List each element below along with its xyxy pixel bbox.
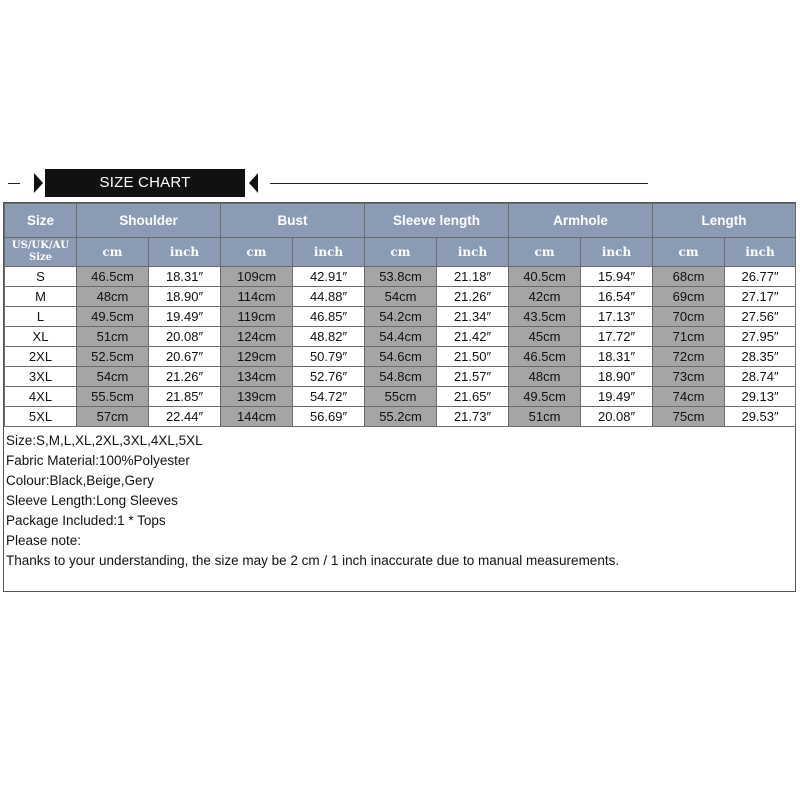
cm-cell: 54cm [77, 367, 149, 387]
inch-cell: 21.57″ [437, 367, 509, 387]
header-row-units [5, 238, 796, 267]
cm-cell: 48cm [509, 367, 581, 387]
cm-cell: 48cm [77, 287, 149, 307]
inch-cell: 27.95″ [725, 327, 796, 347]
unit-cm: cm [365, 238, 437, 267]
inch-cell: 15.94″ [581, 267, 653, 287]
inch-cell: 21.73″ [437, 407, 509, 427]
inch-cell: 19.49″ [581, 387, 653, 407]
cm-cell: 114cm [221, 287, 293, 307]
table-row [5, 407, 796, 427]
inch-cell: 22.44″ [149, 407, 221, 427]
note-line: Please note: [6, 533, 82, 548]
cm-cell: 46.5cm [509, 347, 581, 367]
header-row-groups [5, 204, 796, 238]
header-bust: Bust [221, 204, 365, 238]
unit-inch: inch [437, 238, 509, 267]
inch-cell: 19.49″ [149, 307, 221, 327]
size-cell: L [5, 307, 77, 327]
inch-cell: 56.69″ [293, 407, 365, 427]
inch-cell: 29.53″ [725, 407, 796, 427]
size-cell: 4XL [5, 387, 77, 407]
cm-cell: 55.2cm [365, 407, 437, 427]
cm-cell: 49.5cm [77, 307, 149, 327]
inch-cell: 48.82″ [293, 327, 365, 347]
cm-cell: 54.4cm [365, 327, 437, 347]
cm-cell: 42cm [509, 287, 581, 307]
cm-cell: 129cm [221, 347, 293, 367]
note-line: Size:S,M,L,XL,2XL,3XL,4XL,5XL [6, 433, 203, 448]
cm-cell: 43.5cm [509, 307, 581, 327]
inch-cell: 20.08″ [149, 327, 221, 347]
cm-cell: 73cm [653, 367, 725, 387]
inch-cell: 18.31″ [149, 267, 221, 287]
unit-cm: cm [221, 238, 293, 267]
unit-inch: inch [149, 238, 221, 267]
unit-inch: inch [581, 238, 653, 267]
cm-cell: 74cm [653, 387, 725, 407]
header-length: Length [653, 204, 796, 238]
size-cell: 5XL [5, 407, 77, 427]
cm-cell: 134cm [221, 367, 293, 387]
cm-cell: 68cm [653, 267, 725, 287]
banner-arrow-right-icon [249, 173, 258, 193]
banner-arrow-left-icon [34, 173, 43, 193]
cm-cell: 69cm [653, 287, 725, 307]
cm-cell: 119cm [221, 307, 293, 327]
header-size: Size [5, 204, 77, 238]
inch-cell: 18.90″ [581, 367, 653, 387]
inch-cell: 21.85″ [149, 387, 221, 407]
banner-title: SIZE CHART [45, 169, 245, 197]
cm-cell: 54.8cm [365, 367, 437, 387]
size-cell: 2XL [5, 347, 77, 367]
product-notes [6, 431, 786, 571]
inch-cell: 21.26″ [437, 287, 509, 307]
cm-cell: 139cm [221, 387, 293, 407]
unit-cm: cm [77, 238, 149, 267]
unit-cm: cm [509, 238, 581, 267]
note-line: Colour:Black,Beige,Gery [6, 473, 154, 488]
inch-cell: 28.35″ [725, 347, 796, 367]
size-cell: S [5, 267, 77, 287]
cm-cell: 72cm [653, 347, 725, 367]
inch-cell: 29.13″ [725, 387, 796, 407]
note-line: Thanks to your understanding, the size may be 2 cm / 1 inch inaccurate due to manual measurements. [6, 553, 620, 568]
inch-cell: 17.72″ [581, 327, 653, 347]
inch-cell: 27.17″ [725, 287, 796, 307]
cm-cell: 53.8cm [365, 267, 437, 287]
cm-cell: 54.2cm [365, 307, 437, 327]
unit-inch: inch [293, 238, 365, 267]
cm-cell: 124cm [221, 327, 293, 347]
inch-cell: 44.88″ [293, 287, 365, 307]
cm-cell: 51cm [509, 407, 581, 427]
table-row [5, 367, 796, 387]
cm-cell: 40.5cm [509, 267, 581, 287]
cm-cell: 45cm [509, 327, 581, 347]
table-row [5, 387, 796, 407]
cm-cell: 57cm [77, 407, 149, 427]
header-sleeve-length: Sleeve length [365, 204, 509, 238]
note-line: Package Included:1 * Tops [6, 513, 166, 528]
inch-cell: 20.08″ [581, 407, 653, 427]
inch-cell: 50.79″ [293, 347, 365, 367]
inch-cell: 16.54″ [581, 287, 653, 307]
inch-cell: 52.76″ [293, 367, 365, 387]
inch-cell: 18.90″ [149, 287, 221, 307]
region-line-1: US/UK/AU [11, 240, 70, 251]
header-shoulder: Shoulder [77, 204, 221, 238]
table-row [5, 307, 796, 327]
banner-rule-left [8, 183, 20, 184]
note-line: Fabric Material:100%Polyester [6, 453, 190, 468]
inch-cell: 54.72″ [293, 387, 365, 407]
inch-cell: 28.74″ [725, 367, 796, 387]
inch-cell: 21.50″ [437, 347, 509, 367]
size-cell: M [5, 287, 77, 307]
inch-cell: 42.91″ [293, 267, 365, 287]
header-region-size [5, 238, 77, 267]
inch-cell: 26.77″ [725, 267, 796, 287]
cm-cell: 70cm [653, 307, 725, 327]
inch-cell: 17.13″ [581, 307, 653, 327]
inch-cell: 27.56″ [725, 307, 796, 327]
cm-cell: 55.5cm [77, 387, 149, 407]
cm-cell: 144cm [221, 407, 293, 427]
unit-cm: cm [653, 238, 725, 267]
inch-cell: 21.34″ [437, 307, 509, 327]
size-chart-banner [0, 169, 800, 199]
inch-cell: 18.31″ [581, 347, 653, 367]
table-row [5, 327, 796, 347]
cm-cell: 52.5cm [77, 347, 149, 367]
cm-cell: 75cm [653, 407, 725, 427]
header-armhole: Armhole [509, 204, 653, 238]
table-row [5, 347, 796, 367]
cm-cell: 46.5cm [77, 267, 149, 287]
inch-cell: 21.65″ [437, 387, 509, 407]
inch-cell: 21.26″ [149, 367, 221, 387]
inch-cell: 46.85″ [293, 307, 365, 327]
cm-cell: 54.6cm [365, 347, 437, 367]
note-line: Sleeve Length:Long Sleeves [6, 493, 178, 508]
inch-cell: 21.42″ [437, 327, 509, 347]
inch-cell: 20.67″ [149, 347, 221, 367]
size-cell: 3XL [5, 367, 77, 387]
table-row [5, 287, 796, 307]
cm-cell: 54cm [365, 287, 437, 307]
size-cell: XL [5, 327, 77, 347]
banner-rule-right [270, 183, 648, 184]
size-chart-table [4, 203, 796, 427]
table-row [5, 267, 796, 287]
cm-cell: 71cm [653, 327, 725, 347]
cm-cell: 51cm [77, 327, 149, 347]
unit-inch: inch [725, 238, 796, 267]
cm-cell: 55cm [365, 387, 437, 407]
region-line-2: Size [28, 252, 53, 263]
cm-cell: 49.5cm [509, 387, 581, 407]
cm-cell: 109cm [221, 267, 293, 287]
inch-cell: 21.18″ [437, 267, 509, 287]
